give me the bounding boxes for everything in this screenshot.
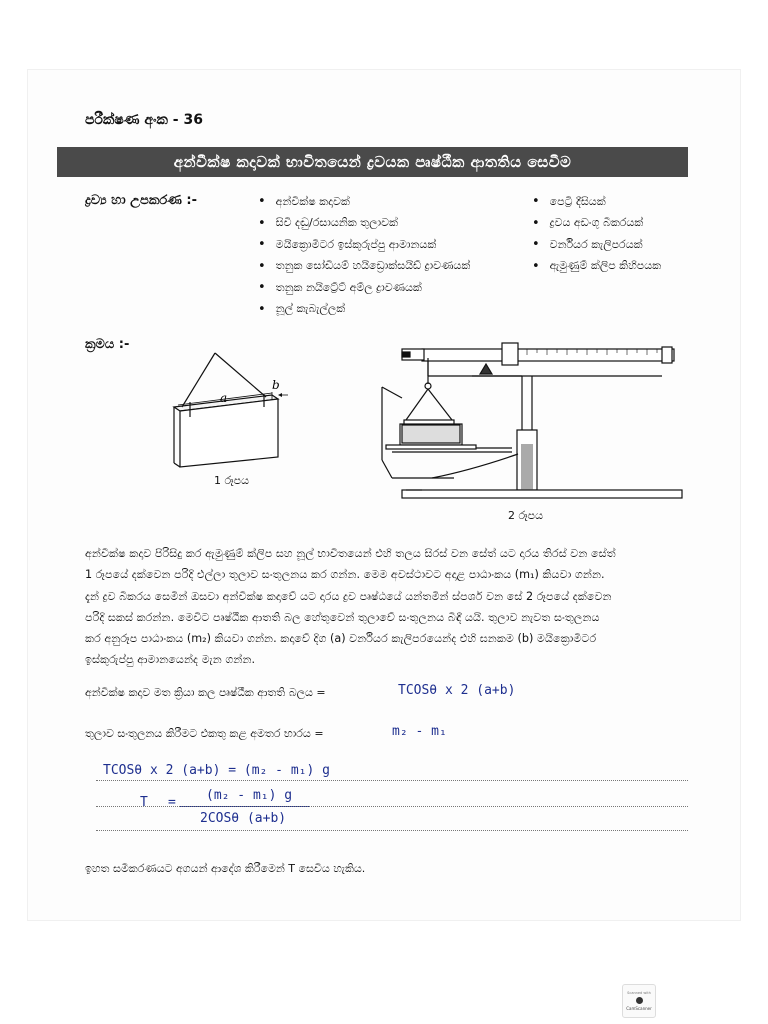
balance-beam — [422, 349, 674, 361]
working-equals: = — [168, 795, 176, 810]
working-denominator: 2COSθ (a+b) — [200, 811, 287, 826]
mass-label: තුලාව සංතුලනය කිරීමට එකතු කළ අමතර භාරය = — [85, 727, 324, 740]
ruled-line — [96, 830, 688, 831]
thread-left — [406, 389, 428, 420]
material-item: • වර්නියර කැලිපරයක් — [532, 234, 661, 256]
experiment-number: පරීක්ෂණ අංක - 36 — [85, 112, 203, 128]
fulcrum — [480, 364, 492, 374]
paragraph-line: අන්වීක්ෂ කදාව පිරිසිදු කර ඇමුණුම් ක්ලිප සහ නූල් භාවිතයෙන් එහි තලය සිරස් වන සේත් යට දාරය තිරස් වන සේත් — [85, 547, 616, 560]
procedure-paragraph — [85, 543, 691, 671]
slide-front-face — [180, 399, 278, 467]
working-numerator: (m₂ - m₁) g — [206, 788, 293, 803]
paragraph-line: පරිදි සකස් කරන්න. මෙවිට පෘෂ්ඨීක ආතති බල හේතුවෙන් තුලාවේ සංතුලනය බිඳී යයි. තුලාව නැවත සංතුලනය — [85, 610, 600, 624]
working-line-1: TCOSθ x 2 (a+b) = (m₂ - m₁) g — [103, 763, 330, 778]
figure-2-balance-diagram — [362, 340, 692, 510]
material-item: • තනුක නයිට්‍රේට් අම්ල ද්‍රාවණයක් — [258, 277, 470, 299]
scanner-brand: CamScanner — [626, 1006, 652, 1011]
camscanner-badge — [622, 984, 656, 1018]
experiment-title: අන්වීක්ෂ කදාවක් භාවිතයෙන් ද්‍රවයක පෘෂ්ඨීක ආතතිය සෙවීම — [57, 147, 688, 177]
ruled-line — [96, 780, 688, 781]
materials-list-right — [532, 191, 661, 277]
figure-2-caption: 2 රූපය — [508, 509, 544, 522]
material-item: • සිවි දඬු/රසායනික තුලාවක් — [258, 213, 470, 235]
platform — [386, 445, 476, 449]
material-item: • මයික්‍රොමීටර ඉස්කුරුප්පු ආමානයක් — [258, 234, 470, 256]
material-item: • ද්‍රවය අඩංගු බීකරයක් — [532, 213, 661, 235]
material-item: • තනුක සෝඩියම් හයිඩ්‍රොක්සයිඩ් ද්‍රාවණයක් — [258, 256, 470, 278]
material-item: • නූල් කැබැල්ලක් — [258, 299, 470, 321]
label-a: a — [220, 391, 228, 405]
material-item: • පෙට්‍රි දීසියක් — [532, 191, 661, 213]
material-item: • ඇමුණුම් ක්ලිප කිහිපයක — [532, 256, 661, 278]
figure-1-caption: 1 රූපය — [214, 474, 250, 487]
thread-right — [428, 389, 452, 420]
mass-value: m₂ - m₁ — [392, 724, 447, 739]
balance-base — [402, 490, 682, 498]
paragraph-line: දැන් ද්‍රව බීකරය සෙමින් ඔසවා අන්වීක්ෂ කදාවේ යට දාරය ද්‍රව පෘෂ්ඨයේ යන්තමින් ස්පර්ශ වන සේ 2 රූපයේ දක්වෙන — [85, 589, 612, 603]
materials-label: ද්‍රව්‍ය හා උපකරණ :- — [85, 193, 197, 208]
force-label: අන්වීක්ෂ කදාව මත ක්‍රියා කල පෘෂ්ඨීක ආතති බලය = — [85, 686, 326, 699]
camscanner-logo-icon — [636, 997, 643, 1004]
force-value: TCOSθ x 2 (a+b) — [398, 683, 516, 698]
ruled-line — [96, 806, 688, 807]
beaker-liquid — [402, 425, 460, 443]
materials-list-left — [258, 191, 470, 320]
paragraph-line: 1 රූපයේ දක්වෙන පරිදි එල්ලා තුලාව සංතුලනය කර ගන්න. මෙම අවස්ථාවට අදාළ පාඨාංකය (m₁) කියවා ගන්න. — [85, 568, 605, 582]
paragraph-line: ඉස්කුරුප්පු ආමානයෙන්ද මැන ගන්න. — [85, 653, 256, 667]
scanner-caption: Scanned with — [627, 991, 651, 995]
conclusion-text: ඉහත සමීකරණයට අගයන් ආදේශ කිරීමෙන් T සෙවිය හැකිය. — [85, 862, 366, 875]
label-b: b — [272, 378, 280, 392]
material-item: • අන්වීක්ෂ කදාවක් — [258, 191, 470, 213]
thread-left — [182, 353, 215, 407]
paragraph-line: කර අනුරූප පාඨාංකය (m₂) කියවා ගන්න. කදාවේ දිග (a) වර්නියර කැලිපරයෙන්ද එහි ඝනකම (b) මයික්‍රොමීටර — [85, 632, 597, 646]
working-T: T — [140, 795, 148, 810]
figure-1-slide-diagram — [160, 345, 300, 470]
procedure-label: ක්‍රමය :- — [85, 337, 130, 352]
